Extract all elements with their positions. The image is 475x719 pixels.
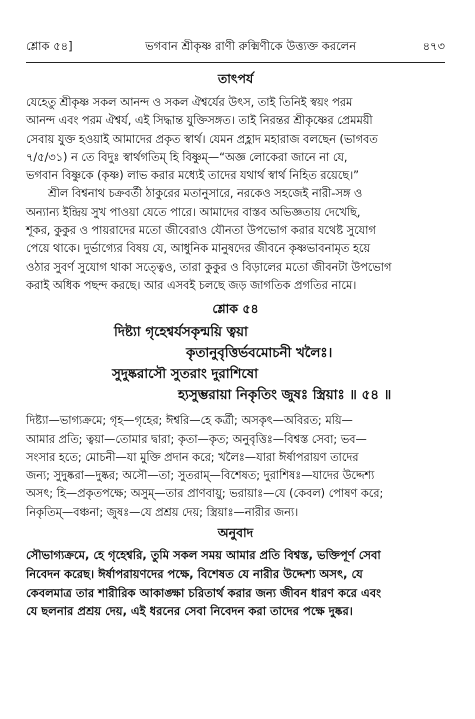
verse-heading: শ্লোক ৫৪ [212, 301, 259, 317]
text-line: কেবলমাত্র তার শারীরিক আকাঙ্ক্ষা চরিতার্থ করার জন্য জীবন ধারণ করে এবং [26, 585, 382, 600]
translation-title: অনুবাদ [217, 525, 254, 541]
header-chapter-title: ভগবান শ্রীকৃষ্ণ রাণী রুক্মিণীকে উত্ত্যক্ত করলেন [145, 39, 357, 53]
synonyms-section [26, 412, 445, 522]
text-line: অসৎ; হি—প্রকৃতপক্ষে; অসুম্—তার প্রাণবায়ু; ভরায়াঃ—যে (কেবল) পোষণ করে; [26, 487, 384, 501]
text-line: সংসার হতে; মোচনী—যা মুক্তি প্রদান করে; খলৈঃ—যারা ঈর্ষাপরায়ণ তাদের [26, 450, 359, 464]
purport-section [26, 71, 445, 295]
text-line: নিকৃতিম্—বঞ্চনা; জুষঃ—যে প্রশ্রয় দেয়; স্ত্রিয়াঃ—নারীর জন্য। [26, 505, 299, 519]
text-line: অন্যান্য ইন্দ্রিয় সুখ পাওয়া যেতে পারে। আমাদের বাস্তব অভিজ্ঞতায় দেখেছি, [26, 205, 361, 219]
purport-paragraph-1 [26, 94, 445, 185]
verse-line: কৃতানুবৃত্তির্ভবমোচনী খলৈঃ। [186, 346, 333, 362]
verse-line: সুদুষ্করাসৌ সুতরাং দুরাশিষো [112, 367, 259, 383]
text-line: আমার প্রতি; ত্বয়া—তোমার দ্বারা; কৃতা—কৃত; অনুবৃত্তিঃ—বিশ্বস্ত সেবা; ভব— [26, 432, 367, 446]
text-line: ওঠার সুবর্ণ সুযোগ থাকা সত্ত্বেও, তারা কুকুর ও বিড়ালের মতো জীবনটা উপভোগ [26, 260, 392, 274]
text-line: ভগবান বিষ্ণুকে (কৃষ্ণ) লাভ করার মধ্যেই তাদের যথার্থ স্বার্থ নিহিত রয়েছে।” [26, 169, 359, 183]
text-line: নিবেদন করেছ। ঈর্ষাপরায়ণদের পক্ষে, বিশেষত যে নারীর উদ্দেশ্য অসৎ, যে [26, 566, 363, 581]
verse-text [26, 322, 445, 406]
text-line: শ্রীল বিশ্বনাথ চক্রবর্তী ঠাকুরের মতানুসারে, নরকেও সহজেই নারী-সঙ্গ ও [48, 187, 363, 201]
text-line: দিষ্ট্যা—ভাগ্যক্রমে; গৃহ—গৃহের; ঈশ্বরি—হে কর্ত্রী; অসকৃৎ—অবিরত; ময়ি— [26, 414, 353, 428]
text-line: আনন্দ এবং পরম ঐশ্বর্য, এই সিদ্ধান্ত যুক্তিসঙ্গত। তাই নিরন্তর শ্রীকৃষ্ণের প্রেমময়ী [26, 114, 373, 128]
translation-paragraph [26, 546, 445, 621]
verse-section [26, 301, 445, 406]
purport-paragraph-2 [26, 185, 445, 295]
text-line: সৌভাগ্যক্রমে, হে গৃহেশ্বরি, তুমি সকল সময় আমার প্রতি বিশ্বস্ত, ভক্তিপূর্ণ সেবা [26, 548, 381, 563]
header-verse-ref: শ্লোক ৫৪] [26, 39, 73, 53]
synonyms-paragraph [26, 412, 445, 522]
translation-section [26, 525, 445, 621]
page-number: ৪৭৩ [422, 39, 445, 53]
purport-title: তাৎপর্য [217, 71, 254, 86]
verse-line: দিষ্ট্যা গৃহেশ্বর্যসকৃন্ময়ি ত্বয়া [114, 325, 248, 341]
text-line: যেহেতু শ্রীকৃষ্ণ সকল আনন্দ ও সকল ঐশ্বর্যের উৎস, তাই তিনিই স্বয়ং পরম [26, 96, 353, 109]
running-header [26, 0, 445, 63]
text-line: যে ছলনার প্রশ্রয় দেয়, এই ধরনের সেবা নিবেদন করা তাদের পক্ষে দুষ্কর। [26, 604, 353, 619]
text-line: করাই অধিক পছন্দ করছে। আর এসবই চলছে জড় জাগতিক প্রগতির নামে। [26, 278, 357, 292]
text-line: ৭/৫/৩১) ন তে বিদুঃ স্বার্থগতিম্ হি বিষ্ণুম্—“অজ্ঞ লোকেরা জানে না যে, [26, 150, 348, 164]
text-line: পেয়ে থাকে। দুর্ভাগ্যের বিষয় যে, আধুনিক মানুষদের জীবনে কৃষ্ণভাবনামৃত হয়ে [26, 242, 371, 256]
verse-line: হ্যসুম্ভরায়া নিকৃতিং জুষঃ স্ত্রিয়াঃ ॥ ৫৪ ॥ [178, 388, 392, 404]
text-line: জন্য; সুদুষ্করা—দুষ্কর; অসৌ—তা; সুতরাম্—বিশেষত; দুরাশিষঃ—যাদের উদ্দেশ্য [26, 469, 375, 483]
text-line: সেবায় যুক্ত হওয়াই আমাদের প্রকৃত স্বার্থ। যেমন প্রহ্লাদ মহারাজ বলছেন (ভাগবত [26, 132, 378, 146]
text-line: শূকর, কুকুর ও পায়রাদের মতো জীবেরাও যৌনতা উপভোগ করার যথেষ্ট সুযোগ [26, 224, 376, 238]
